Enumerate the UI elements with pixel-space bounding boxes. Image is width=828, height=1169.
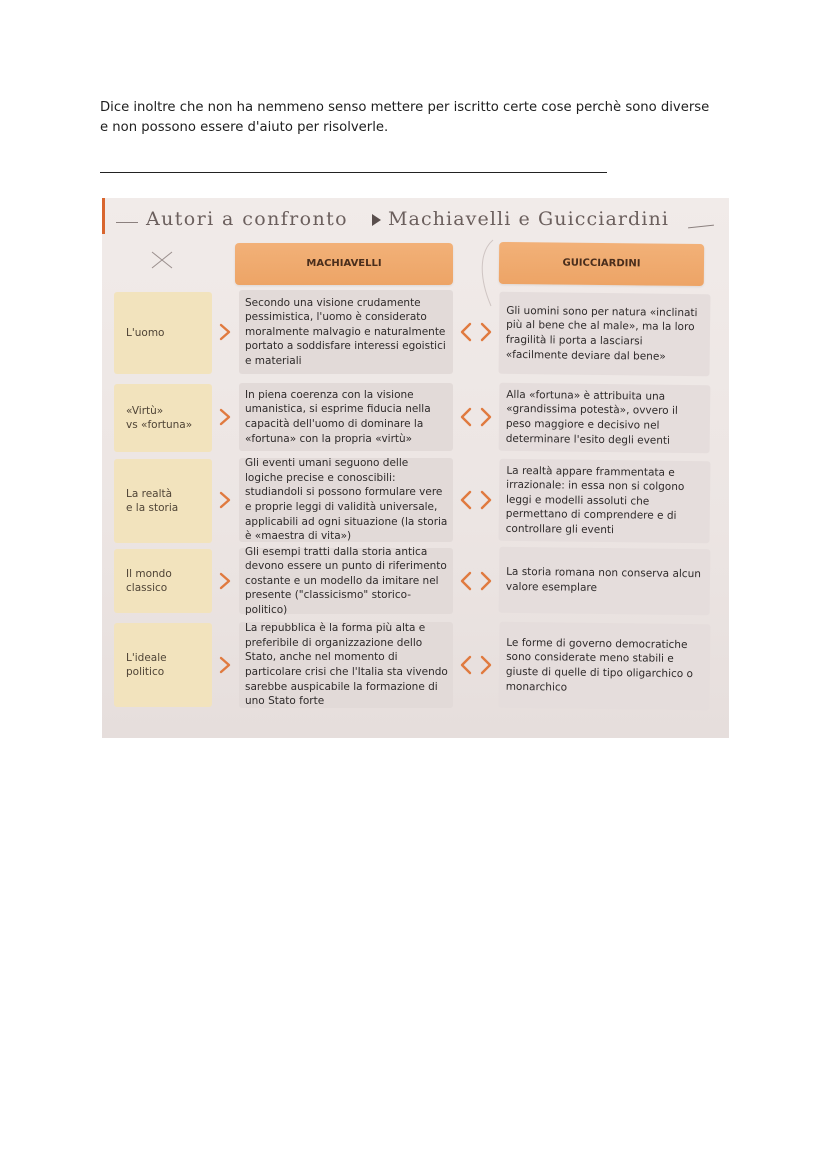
compare-arrows-icon — [458, 570, 494, 592]
chevron-right-icon — [218, 571, 232, 591]
chevron-right-icon — [218, 322, 232, 342]
triangle-right-icon — [372, 214, 381, 226]
cross-icon — [150, 250, 174, 270]
guicciardini-cell: La realtà appare frammentata e irrazionale: in essa non si colgono leggi e modelli assoluti che permettano di comprendere e di controllare gli eventi — [499, 459, 711, 544]
row-topic-label: La realtà e la storia — [114, 459, 212, 543]
compare-arrows-icon — [458, 406, 494, 428]
machiavelli-cell: In piena coerenza con la visione umanistica, si esprime fiducia nella capacità dell'uomo di dominare la «fortuna» con la propria «virtù» — [239, 383, 453, 451]
compare-arrows-icon — [458, 654, 494, 676]
compare-arrows-icon — [458, 489, 494, 511]
guicciardini-cell: Gli uomini sono per natura «inclinati più al bene che al male», ma la loro fragilità li porta a lasciarsi «facilmente deviare dal bene» — [499, 292, 711, 377]
chevron-right-icon — [218, 407, 232, 427]
row-topic-label: «Virtù» vs «fortuna» — [114, 384, 212, 452]
row-topic-label: L'ideale politico — [114, 623, 212, 707]
guicciardini-cell: La storia romana non conserva alcun valore esemplare — [499, 547, 711, 616]
guicciardini-cell: Le forme di governo democratiche sono considerate meno stabili e giuste di quelle di tipo oligarchico o monarchico — [498, 622, 710, 711]
compare-arrows-icon — [458, 321, 494, 343]
column-header-guicciardini: GUICCIARDINI — [499, 242, 704, 286]
header-dash-right — [688, 225, 714, 229]
horizontal-divider — [100, 172, 607, 173]
machiavelli-cell: Gli esempi tratti dalla storia antica devono essere un punto di riferimento costante e un modello da imitare nel presente ("classicismo" storico-politico) — [239, 548, 453, 614]
intro-paragraph: Dice inoltre che non ha nemmeno senso mettere per iscritto certe cose perchè sono diverse e non possono essere d'aiuto per risolverle. — [100, 100, 710, 135]
comparison-table-photo — [102, 198, 729, 738]
machiavelli-cell: Secondo una visione crudamente pessimistica, l'uomo è considerato moralmente malvagio e naturalmente portato a soddisfare interessi egoistici e materiali — [239, 290, 453, 374]
table-header — [116, 208, 721, 238]
header-dash-left — [116, 222, 138, 223]
page-edge-accent — [102, 198, 105, 234]
chevron-right-icon — [218, 655, 232, 675]
divider-curve — [475, 238, 497, 308]
guicciardini-cell: Alla «fortuna» è attribuita una «grandissima potestà», ovvero il peso maggiore e decisivo nel determinare l'esito degli eventi — [499, 383, 711, 454]
row-topic-label: L'uomo — [114, 292, 212, 374]
section-label: Autori a confronto — [146, 208, 348, 230]
table-title: Machiavelli e Guicciardini — [388, 208, 670, 230]
machiavelli-cell: Gli eventi umani seguono delle logiche precise e conoscibili: studiandoli si possono formulare vere e proprie leggi di validità universale, applicabili ad ogni situazione (la storia è «maestra di vita») — [239, 458, 453, 542]
chevron-right-icon — [218, 490, 232, 510]
column-header-machiavelli: MACHIAVELLI — [235, 243, 453, 285]
row-topic-label: Il mondo classico — [114, 549, 212, 613]
machiavelli-cell: La repubblica è la forma più alta e preferibile di organizzazione dello Stato, anche nel momento di particolare crisi che l'Italia sta vivendo sarebbe auspicabile la formazione di uno Stato forte — [239, 622, 453, 708]
